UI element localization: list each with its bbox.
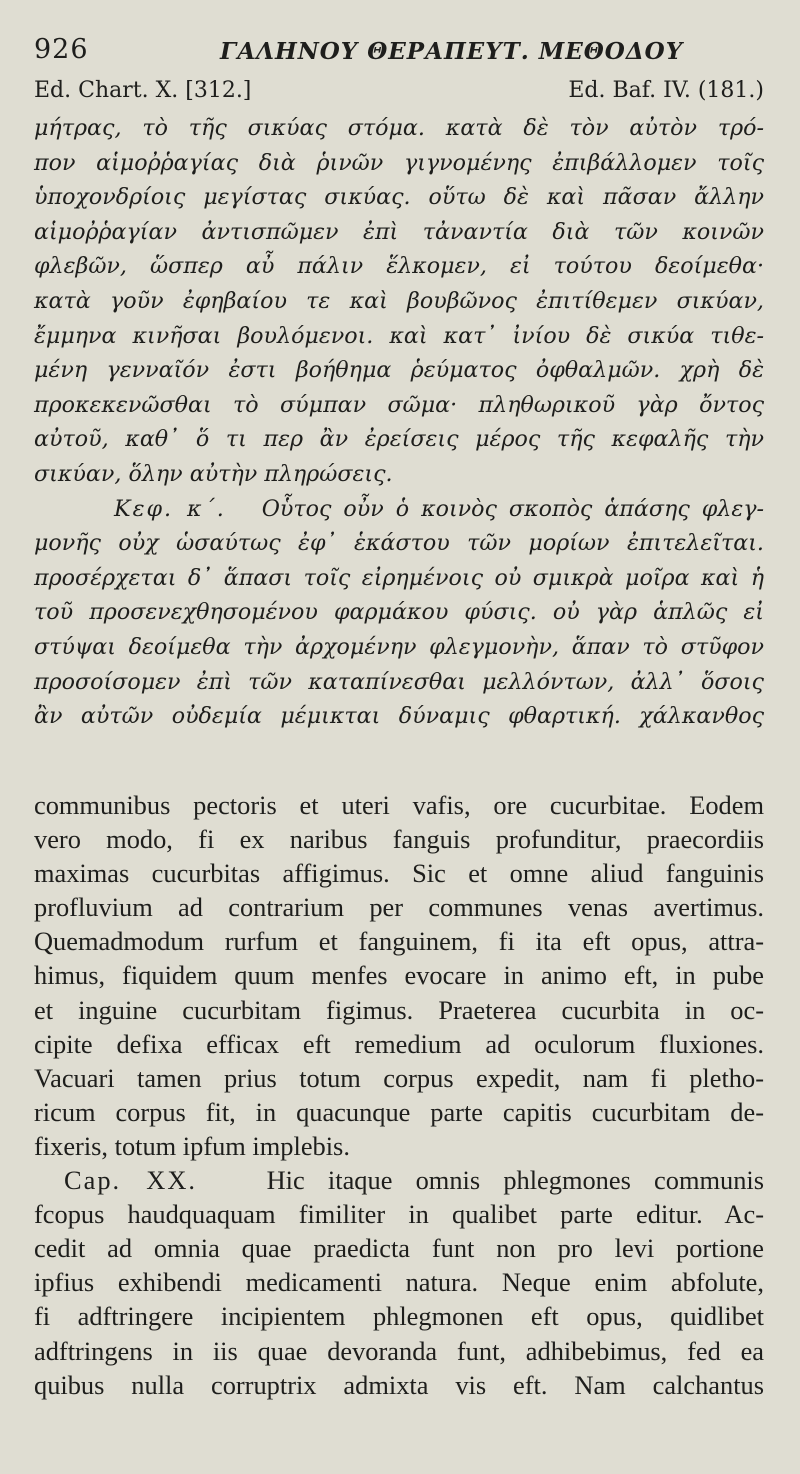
latin-line: himus, fiquidem quum menfes evocare in animo eft, in pube: [34, 960, 764, 991]
latin-line: fi adftringere incipientem phlegmonen eft opus, quidlibet: [34, 1301, 764, 1332]
latin-line: Hic itaque omnis phlegmones communis: [266, 1165, 765, 1196]
latin-line: communibus pectoris et uteri vafis, ore cucurbitae. Eodem: [34, 790, 764, 820]
latin-line: ricum corpus fit, in quacunque parte capitis cucurbitam de-: [34, 1096, 764, 1127]
page-number: 926: [34, 34, 89, 65]
greek-line: στύψαι δεοίμεθα τὴν ἀρχομένην φλεγμονὴν, ἅπαν τὸ στῦφον: [34, 633, 764, 660]
greek-line: σικύαν, ὅλην αὐτὴν πληρώσεις.: [34, 460, 393, 487]
latin-chapter-first-line: [34, 1163, 764, 1197]
latin-line: adftringens in iis quae devoranda funt, adhibebimus, fed ea: [34, 1335, 764, 1366]
latin-line: Quemadmodum rurfum et fanguinem, fi ita eft opus, attra-: [34, 926, 764, 957]
edition-reference-left: Ed. Chart. X. [312.]: [34, 78, 252, 103]
latin-text-block: [34, 788, 764, 1402]
edition-reference-line: [34, 78, 764, 108]
running-title: ΓΑΛΗΝΟΥ ΘΕΡΑΠΕΥΤ. ΜΕΘΟΔΟΥ: [220, 38, 684, 65]
greek-line: προσέρχεται δ᾿ ἅπασι τοῖς εἰρημένοις οὐ σμικρὰ μοῖρα καὶ ἡ: [34, 564, 764, 591]
greek-chapter-label: Κεφ. κ΄.: [114, 495, 226, 522]
latin-line: maximas cucurbitas affigimus. Sic et omne aliud fanguinis: [34, 858, 764, 889]
greek-line: ἂν αὐτῶν οὐδεμία μέμικται δύναμις φθαρτική. χάλκανθος: [34, 703, 764, 730]
greek-line: αἱμοῤῥαγίαν ἀντισπῶμεν ἐπὶ τἀναντία διὰ τῶν κοινῶν: [34, 218, 764, 245]
page-header: [34, 30, 774, 70]
latin-line: vero modo, fi ex naribus fanguis profunditur, praecordiis: [34, 824, 764, 855]
greek-text-block: [34, 111, 764, 734]
greek-line: προσοίσομεν ἐπὶ τῶν καταπίνεσθαι μελλόντων, ἀλλ᾿ ὅσοις: [34, 668, 764, 695]
latin-line: cedit ad omnia quae praedicta funt non pro levi portione: [34, 1233, 764, 1264]
greek-line: ἔμμηνα κινῆσαι βουλόμενοι. καὶ κατ᾿ ἰνίου δὲ σικύα τιθε-: [34, 322, 764, 349]
latin-line: profluvium ad contrarium per communes venas avertimus.: [34, 892, 764, 923]
latin-line: ipfius exhibendi medicamenti natura. Neque enim abfolute,: [34, 1267, 764, 1298]
greek-line: προκεκενῶσθαι τὸ σύμπαν σῶμα· πληθωρικοῦ γὰρ ὄντος: [34, 391, 764, 418]
latin-chapter-label: Cap. XX.: [64, 1165, 198, 1196]
latin-line: cipite defixa efficax eft remedium ad oculorum fluxiones.: [34, 1028, 764, 1059]
latin-line: quibus nulla corruptrix admixta vis eft. Nam calchantus: [34, 1369, 764, 1400]
greek-line: μένη γενναῖόν ἐστι βοήθημα ῥεύματος ὀφθαλμῶν. χρὴ δὲ: [34, 357, 764, 384]
edition-reference-right: Ed. Baf. IV. (181.): [568, 78, 764, 103]
greek-line: μονῆς οὐχ ὡσαύτως ἐφ᾿ ἑκάστου τῶν μορίων ἐπιτελεῖται.: [34, 530, 764, 557]
greek-line: Οὗτος οὖν ὁ κοινὸς σκοπὸς ἁπάσης φλεγ-: [261, 495, 764, 522]
greek-line: μήτρας, τὸ τῆς σικύας στόμα. κατὰ δὲ τὸν αὐτὸν τρό-: [34, 115, 764, 141]
greek-line: αὐτοῦ, καθ᾿ ὅ τι περ ἂν ἐρείσεις μέρος τῆς κεφαλῆς τὴν: [34, 426, 764, 453]
greek-line: τοῦ προσενεχθησομένου φαρμάκου φύσις. οὐ γὰρ ἁπλῶς εἰ: [34, 599, 764, 626]
latin-line: Vacuari tamen prius totum corpus expedit, nam fi pletho-: [34, 1062, 764, 1093]
greek-chapter-first-line: [34, 492, 764, 527]
greek-line: ὑποχονδρίοις μεγίστας σικύας. οὕτω δὲ καὶ πᾶσαν ἄλλην: [34, 184, 764, 211]
greek-line: πον αἱμοῤῥαγίας διὰ ῥινῶν γιγνομένης ἐπιβάλλομεν τοῖς: [34, 149, 764, 176]
latin-line: et inguine cucurbitam figimus. Praeterea cucurbita in oc-: [34, 994, 764, 1025]
greek-line: φλεβῶν, ὥσπερ αὖ πάλιν ἕλκομεν, εἰ τούτου δεοίμεθα·: [34, 253, 764, 280]
latin-line: fcopus haudquaquam fimiliter in qualibet parte editur. Ac-: [34, 1199, 764, 1230]
latin-line: fixeris, totum ipfum implebis.: [34, 1130, 350, 1161]
greek-line: κατὰ γοῦν ἐφηβαίου τε καὶ βουβῶνος ἐπιτίθεμεν σικύαν,: [34, 287, 764, 314]
